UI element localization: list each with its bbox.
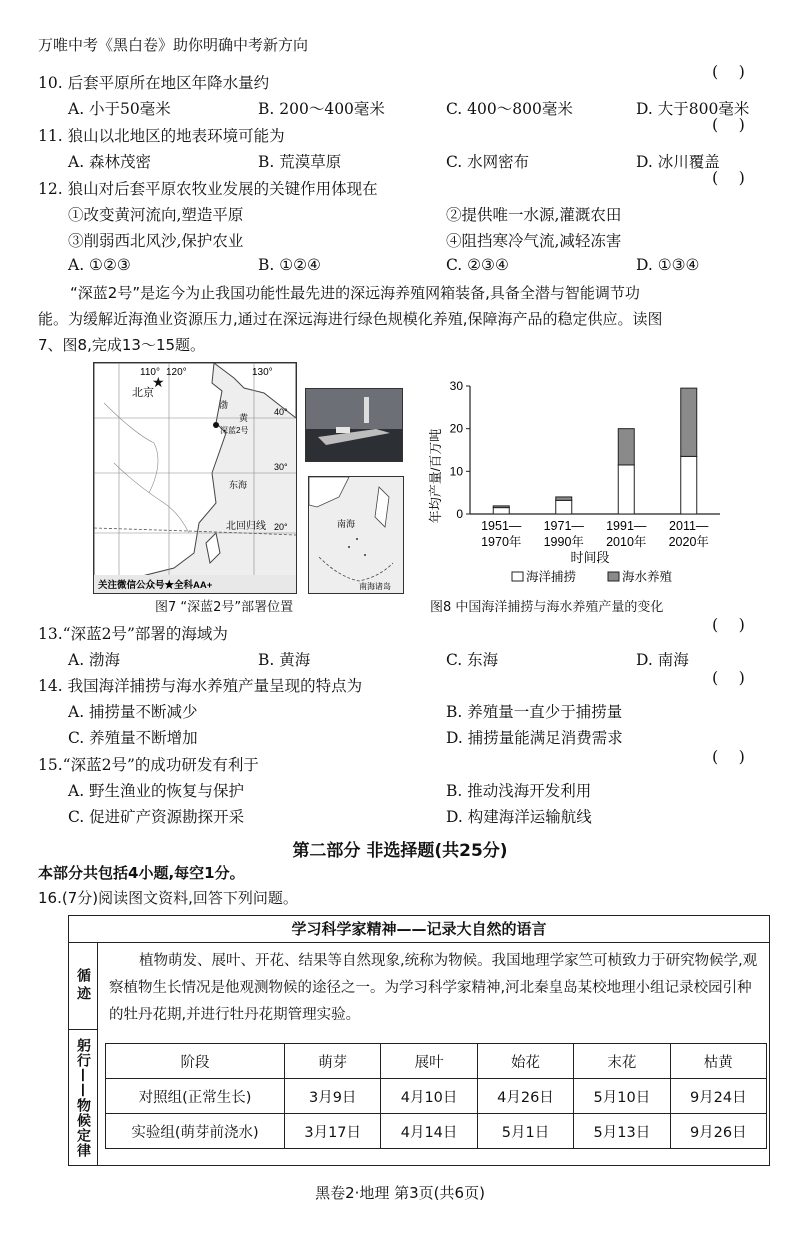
q13-option-a: A. 渤海 [68, 651, 121, 669]
lat20-label: 20° [274, 522, 288, 532]
lon120-label: 120° [166, 367, 187, 378]
reading-passage: “深蓝2号”是迄今为止我国功能性最先进的深远海养殖网箱装备,具备全潜与智能调节功 能。为缓解近海渔业资源压力,通过在深远海进行绿色规模化养殖,保障海产品的稳定供应。读图 7、图8,完成13～15题。 [38, 284, 663, 354]
table-header-cell: 萌芽 [285, 1044, 381, 1079]
side-label-1: 循迹 [69, 943, 98, 1030]
answer-paren-15[interactable]: ( ) [712, 747, 745, 766]
watermark-text: 关注微信公众号★全科AA+ [98, 580, 213, 591]
donghai-label: 东海 [229, 480, 248, 490]
lon130-label: 130° [252, 367, 273, 378]
bar-segment [493, 506, 509, 508]
question-13-stem: 13.“深蓝2号”部署的海域为 [38, 625, 228, 643]
ship-photo-image [306, 389, 402, 461]
y-tick-label: 30 [449, 379, 463, 393]
bar-segment [618, 465, 634, 514]
q14-option-c: C. 养殖量不断增加 [68, 729, 198, 747]
q14-option-b: B. 养殖量一直少于捕捞量 [446, 703, 623, 721]
table-header-cell: 枯黄 [670, 1044, 766, 1079]
answer-paren-13[interactable]: ( ) [712, 615, 745, 634]
x-tick-label: 2011— [669, 519, 709, 533]
bar-segment [556, 500, 572, 514]
q12-option-d: D. ①③④ [636, 256, 700, 274]
side-label-2: 躬行——物候定律 [69, 1030, 98, 1165]
q13-option-d: D. 南海 [636, 651, 689, 669]
question-15-stem: 15.“深蓝2号”的成功研发有利于 [38, 756, 259, 774]
question-11-stem: 11. 狼山以北地区的地表环境可能为 [38, 127, 285, 145]
table-row [106, 1079, 767, 1114]
tropic-label: 北回归线 [226, 521, 266, 532]
q13-option-b: B. 黄海 [258, 651, 311, 669]
material-box-title: 学习科学家精神——记录大自然的语言 [69, 916, 769, 943]
section-title: 第二部分 非选择题(共25分) [292, 841, 508, 861]
q10-option-b: B. 200～400毫米 [258, 100, 385, 118]
table-header-cell: 始花 [477, 1044, 573, 1079]
table-header-cell: 阶段 [106, 1044, 285, 1079]
china-coast-map [94, 363, 296, 593]
q10-option-a: A. 小于50毫米 [68, 100, 171, 118]
chart-body [450, 379, 720, 549]
table-cell: 9月24日 [670, 1079, 766, 1114]
q15-option-c: C. 促进矿产资源勘探开采 [68, 808, 245, 826]
x-tick-label: 2020年 [668, 535, 709, 549]
x-tick-label: 1971— [543, 519, 584, 533]
answer-paren-10[interactable]: ( ) [712, 62, 745, 81]
x-axis-label: 时间段 [570, 550, 610, 565]
table-cell: 3月9日 [285, 1079, 381, 1114]
table-cell: 9月26日 [670, 1114, 766, 1149]
chart-legend [512, 569, 673, 584]
fig7-map [93, 362, 297, 594]
answer-paren-12[interactable]: ( ) [712, 168, 745, 187]
phenology-table [105, 1043, 767, 1149]
table-cell: 4月26日 [477, 1079, 573, 1114]
y-tick-label: 0 [456, 507, 463, 521]
material-text: 植物萌发、展叶、开花、结果等自然现象,统称为物候。我国地理学家竺可桢致力于研究物候学,观察植物生长情况是他观测物候的途径之一。为学习科学家精神,河北秦皇岛某校地理小组记录校园引种的牡丹花期,并进行牡丹花期管理实验。 [109, 953, 758, 1023]
q12-statement-4: ④阻挡寒冷气流,减轻冻害 [446, 232, 622, 250]
y-tick-label: 20 [449, 421, 463, 436]
table-cell: 5月1日 [477, 1114, 573, 1149]
q13-option-c: C. 东海 [446, 651, 499, 669]
answer-paren-14[interactable]: ( ) [712, 668, 745, 687]
table-cell: 5月13日 [574, 1114, 670, 1149]
x-tick-label: 1951— [481, 519, 522, 533]
fig8-caption: 图8 中国海洋捕捞与海水养殖产量的变化 [430, 600, 664, 615]
deepblue-photo [305, 388, 403, 462]
table-cell: 对照组(正常生长) [106, 1079, 285, 1114]
q12-statement-2: ②提供唯一水源,灌溉农田 [446, 206, 622, 224]
table-header-cell: 末花 [574, 1044, 670, 1079]
q10-option-c: C. 400～800毫米 [446, 100, 573, 118]
q11-option-d: D. 冰川覆盖 [636, 153, 720, 171]
yellow-sea-label: 黄 [239, 413, 249, 423]
table-header-row [106, 1044, 767, 1079]
q14-option-d: D. 捕捞量能满足消费需求 [446, 729, 623, 747]
y-axis-label: 年均产量/百万吨 [428, 428, 443, 524]
nanhai-label: 南海 [337, 519, 356, 529]
table-row [106, 1114, 767, 1149]
page-footer: 黑卷2·地理 第3页(共6页) [315, 1184, 485, 1202]
fig7-caption: 图7 “深蓝2号”部署位置 [155, 600, 294, 615]
q15-option-a: A. 野生渔业的恢复与保护 [68, 782, 245, 800]
legend-swatch [512, 572, 523, 581]
material-box [68, 915, 770, 1166]
bohai-label: 渤 [219, 400, 229, 410]
bar-segment [618, 429, 634, 465]
table-cell: 4月10日 [381, 1079, 477, 1114]
x-tick-label: 1970年 [481, 535, 522, 549]
legend-label: 海洋捕捞 [526, 570, 577, 584]
lon110-label: 110° [140, 367, 160, 378]
x-tick-label: 2010年 [606, 535, 647, 549]
fig8-bar-chart [420, 376, 740, 590]
q12-option-a: A. ①②③ [68, 256, 131, 274]
legend-label: 海水养殖 [622, 570, 673, 584]
bar-segment [681, 388, 697, 456]
bar-segment [493, 508, 509, 514]
question-10-stem: 10. 后套平原所在地区年降水量约 [38, 74, 270, 92]
q12-option-b: B. ①②④ [258, 256, 321, 274]
deepblue-label: 深蓝2号 [220, 426, 249, 435]
q11-option-a: A. 森林茂密 [68, 153, 152, 171]
table-cell: 3月17日 [285, 1114, 381, 1149]
x-tick-label: 1990年 [543, 535, 584, 549]
q12-option-c: C. ②③④ [446, 256, 509, 274]
q12-statement-1: ①改变黄河流向,塑造平原 [68, 206, 244, 224]
lat30-label: 30° [274, 462, 288, 472]
bar-segment [681, 456, 697, 514]
lat40-label: 40° [274, 407, 288, 417]
question-14-stem: 14. 我国海洋捕捞与海水养殖产量呈现的特点为 [38, 677, 363, 695]
legend-swatch [608, 572, 619, 581]
y-tick-label: 10 [449, 464, 463, 479]
page-header: 万唯中考《黑白卷》助你明确中考新方向 [38, 36, 309, 54]
q11-option-c: C. 水网密布 [446, 153, 530, 171]
inset-map [309, 477, 403, 593]
scs-islands-label: 南海诸岛 [359, 582, 391, 591]
q10-option-d: D. 大于800毫米 [636, 100, 750, 118]
svg-text:★: ★ [152, 375, 165, 391]
question-12-stem: 12. 狼山对后套平原农牧业发展的关键作用体现在 [38, 180, 378, 198]
table-header-cell: 展叶 [381, 1044, 477, 1079]
table-cell: 5月10日 [574, 1079, 670, 1114]
q12-statement-3: ③削弱西北风沙,保护农业 [68, 232, 244, 250]
table-cell: 4月14日 [381, 1114, 477, 1149]
bar-segment [556, 497, 572, 500]
answer-paren-11[interactable]: ( ) [712, 115, 745, 134]
q15-option-d: D. 构建海洋运输航线 [446, 808, 592, 826]
question-16-stem: 16.(7分)阅读图文资料,回答下列问题。 [38, 889, 298, 907]
section-note: 本部分共包括4小题,每空1分。 [38, 864, 245, 882]
q14-option-a: A. 捕捞量不断减少 [68, 703, 198, 721]
south-china-sea-inset [308, 476, 404, 594]
beijing-label: 北京 [132, 387, 154, 399]
q15-option-b: B. 推动浅海开发利用 [446, 782, 592, 800]
table-cell: 实验组(萌芽前浇水) [106, 1114, 285, 1149]
x-tick-label: 1991— [606, 519, 647, 533]
q11-option-b: B. 荒漠草原 [258, 153, 342, 171]
